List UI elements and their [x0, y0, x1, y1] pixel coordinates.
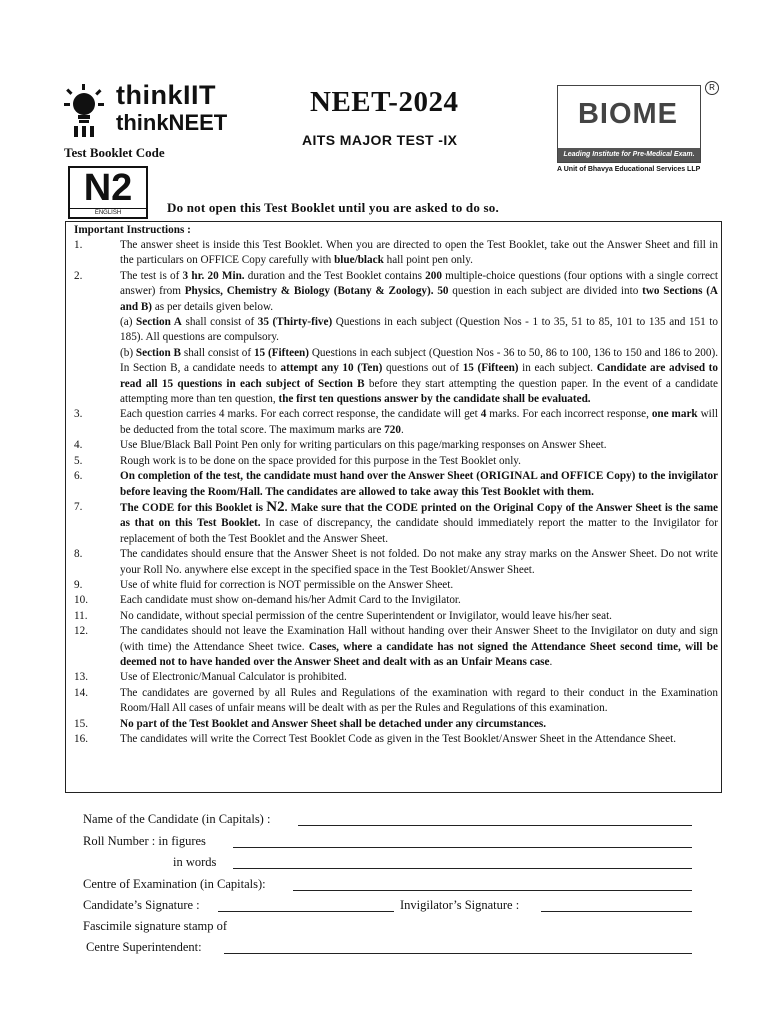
instruction-text: Use of Electronic/Manual Calculator is prohibited.	[120, 671, 347, 684]
instructions-list	[70, 238, 718, 747]
fascimile-label: Fascimile signature stamp of	[83, 919, 228, 933]
superintendent-field[interactable]	[224, 953, 692, 954]
page-title: NEET-2024	[310, 86, 459, 118]
instruction-text: The test is of 3 hr. 20 Min. duration and the Test Booklet contains 200 multiple-choice questions (four options with a single correct answer) from Physics, Chemistry & Biology (Botany & Zoology). 50 question in each subject are divided into two Sections (A and B) as per details given below. (a) Section A shall consist of 35 (Thirty-five) Questions in each subject (Question Nos - 1 to 35, 51 to 85, 101 to 135 and 151 to 185). All questions are compulsory. (b) Section B shall consist of 15 (Fifteen) Questions in each subject (Question Nos - 36 to 50, 86 to 100, 136 to 150 and 186 to 200). In Section B, a candidate needs to attempt any 10 (Ten) questions out of 15 (Fifteen) in each subject. Candidate are advised to read all 15 questions in each subject of Section B before they start attempting the question paper. In the event of a candidate attempting more than ten question, the first ten questions answer by the candidate shall be evaluated.	[120, 269, 719, 406]
instruction-text: Rough work is to be done on the space provided for this purpose in the Test Booklet only.	[120, 454, 521, 467]
instruction-text: The CODE for this Booklet is N2. Make sure that the CODE printed on the Original Copy of the Answer Sheet is the same as that on this Test Booklet. In case of discrepancy, the candidate should immediately report the matter to the Invigilator for replacement of both the Test Booklet and the Answer Sheet.	[120, 498, 719, 545]
candidate-name-label: Name of the Candidate (in Capitals) :	[83, 812, 271, 826]
instructions-box	[65, 221, 722, 793]
roll-number-words-field[interactable]	[233, 868, 692, 869]
instruction-item	[70, 717, 718, 732]
instruction-number: 12.	[74, 625, 88, 638]
instruction-item	[70, 438, 718, 453]
biome-logo-text: BIOME	[577, 98, 679, 130]
roll-in-words-label: in words	[173, 855, 217, 869]
instruction-text: The candidates should not leave the Examination Hall without handing over their Answer Sheet to the Invigilator on duty and sign (with time) the Attendance Sheet twice. Cases, where a candidate has not signed the Attendance Sheet second time, will be deemed not to have handed over the Answer Sheet and dealt with as an Unfair Means case.	[120, 625, 718, 668]
instruction-number: 10.	[74, 594, 88, 607]
booklet-code-box	[68, 166, 148, 219]
instruction-text: No part of the Test Booklet and Answer Sheet shall be detached under any circumstances.	[120, 717, 547, 730]
lightbulb-icon	[60, 82, 110, 138]
instruction-item	[70, 624, 718, 670]
candidate-name-field[interactable]	[298, 825, 692, 826]
booklet-code: N2	[83, 167, 133, 209]
instruction-item	[70, 609, 718, 624]
instruction-number: 3.	[74, 408, 83, 421]
instruction-number: 13.	[74, 671, 88, 684]
booklet-code-label: Test Booklet Code	[64, 145, 165, 160]
candidate-signature-label: Candidate’s Signature :	[83, 898, 200, 912]
instruction-text: Each candidate must show on-demand his/her Admit Card to the Invigilator.	[120, 594, 461, 607]
biome-unit-text: A Unit of Bhavya Educational Services LLP	[557, 166, 701, 173]
instruction-item	[70, 670, 718, 685]
instruction-number: 7.	[74, 500, 83, 513]
instruction-number: 6.	[74, 470, 83, 483]
instruction-number: 8.	[74, 548, 83, 561]
invigilator-signature-field[interactable]	[541, 911, 692, 912]
instruction-text: Use of white fluid for correction is NOT permissible on the Answer Sheet.	[120, 578, 454, 591]
roll-number-label: Roll Number : in figures	[83, 834, 206, 848]
instruction-item	[70, 732, 718, 747]
instruction-item	[70, 269, 718, 408]
biome-logo	[557, 85, 701, 163]
instruction-text: Each question carries 4 marks. For each correct response, the candidate will get 4 marks. For each incorrect response, one mark will be deducted from the total score. The maximum marks are 720.	[120, 408, 719, 436]
instruction-item	[70, 407, 718, 438]
instruction-item	[70, 547, 718, 578]
instruction-number: 4.	[74, 439, 83, 452]
instruction-text: No candidate, without special permission of the centre Superintendent or Invigilator, would leave his/her seat.	[120, 609, 612, 622]
instruction-text: Use Blue/Black Ball Point Pen only for writing particulars on this page/marking responses on Answer Sheet.	[120, 439, 607, 452]
instruction-number: 14.	[74, 686, 88, 699]
booklet-language: ENGLISH	[70, 208, 146, 217]
instruction-item	[70, 593, 718, 608]
logo-thinkneet-text: thinkNEET	[116, 110, 228, 135]
instruction-number: 9.	[74, 578, 83, 591]
instruction-item	[70, 454, 718, 469]
registered-mark: R	[705, 81, 719, 95]
instruction-number: 11.	[74, 609, 88, 622]
instruction-item	[70, 238, 718, 269]
instruction-item	[70, 578, 718, 593]
page-subtitle: AITS MAJOR TEST -IX	[302, 132, 458, 148]
instruction-number: 5.	[74, 454, 83, 467]
instruction-text: The candidates should ensure that the Answer Sheet is not folded. Do not make any stray marks on the Answer Sheet. Do not write your Roll No. anywhere else except in the specified space in the Test Booklet/Answer Sheet.	[120, 548, 718, 576]
instructions-heading: Important Instructions :	[74, 224, 191, 236]
superintendent-label: Centre Superintendent:	[86, 940, 202, 954]
instruction-text: The answer sheet is inside this Test Booklet. When you are directed to open the Test Booklet, take out the Answer Sheet and fill in the particulars on OFFICE Copy carefully with blue/black hall point pen only.	[120, 239, 718, 267]
logo-thinkiit-text: thinkIIT	[116, 80, 216, 110]
invigilator-signature-label: Invigilator’s Signature :	[400, 898, 520, 912]
instruction-item	[70, 686, 718, 717]
roll-number-figures-field[interactable]	[233, 847, 692, 848]
instruction-number: 16.	[74, 733, 88, 745]
thinkiit-logo	[60, 82, 240, 142]
centre-field[interactable]	[293, 890, 692, 891]
instruction-item	[70, 500, 718, 547]
biome-tagline: Leading Institute for Pre-Medical Exam.	[558, 148, 700, 162]
do-not-open-notice: Do not open this Test Booklet until you are asked to do so.	[167, 200, 499, 215]
instruction-text: The candidates will write the Correct Test Booklet Code as given in the Test Booklet/Answer Sheet in the Attendance Sheet.	[120, 733, 677, 745]
instruction-item	[70, 469, 718, 500]
candidate-signature-field[interactable]	[218, 911, 394, 912]
instruction-text: On completion of the test, the candidate must hand over the Answer Sheet (ORIGINAL and OFFICE Copy) to the invigilator before leaving the Room/Hall. The candidates are allowed to take away this Test Booklet with them.	[120, 470, 718, 498]
instruction-number: 2.	[74, 269, 83, 282]
instruction-text: The candidates are governed by all Rules and Regulations of the examination with regard to their conduct in the Examination Room/Hall All cases of unfair means will be dealt with as per the Rules and Regulations of this examination.	[120, 686, 718, 715]
centre-label: Centre of Examination (in Capitals):	[83, 877, 266, 891]
instruction-number: 15.	[74, 717, 88, 730]
instruction-number: 1.	[74, 239, 83, 251]
